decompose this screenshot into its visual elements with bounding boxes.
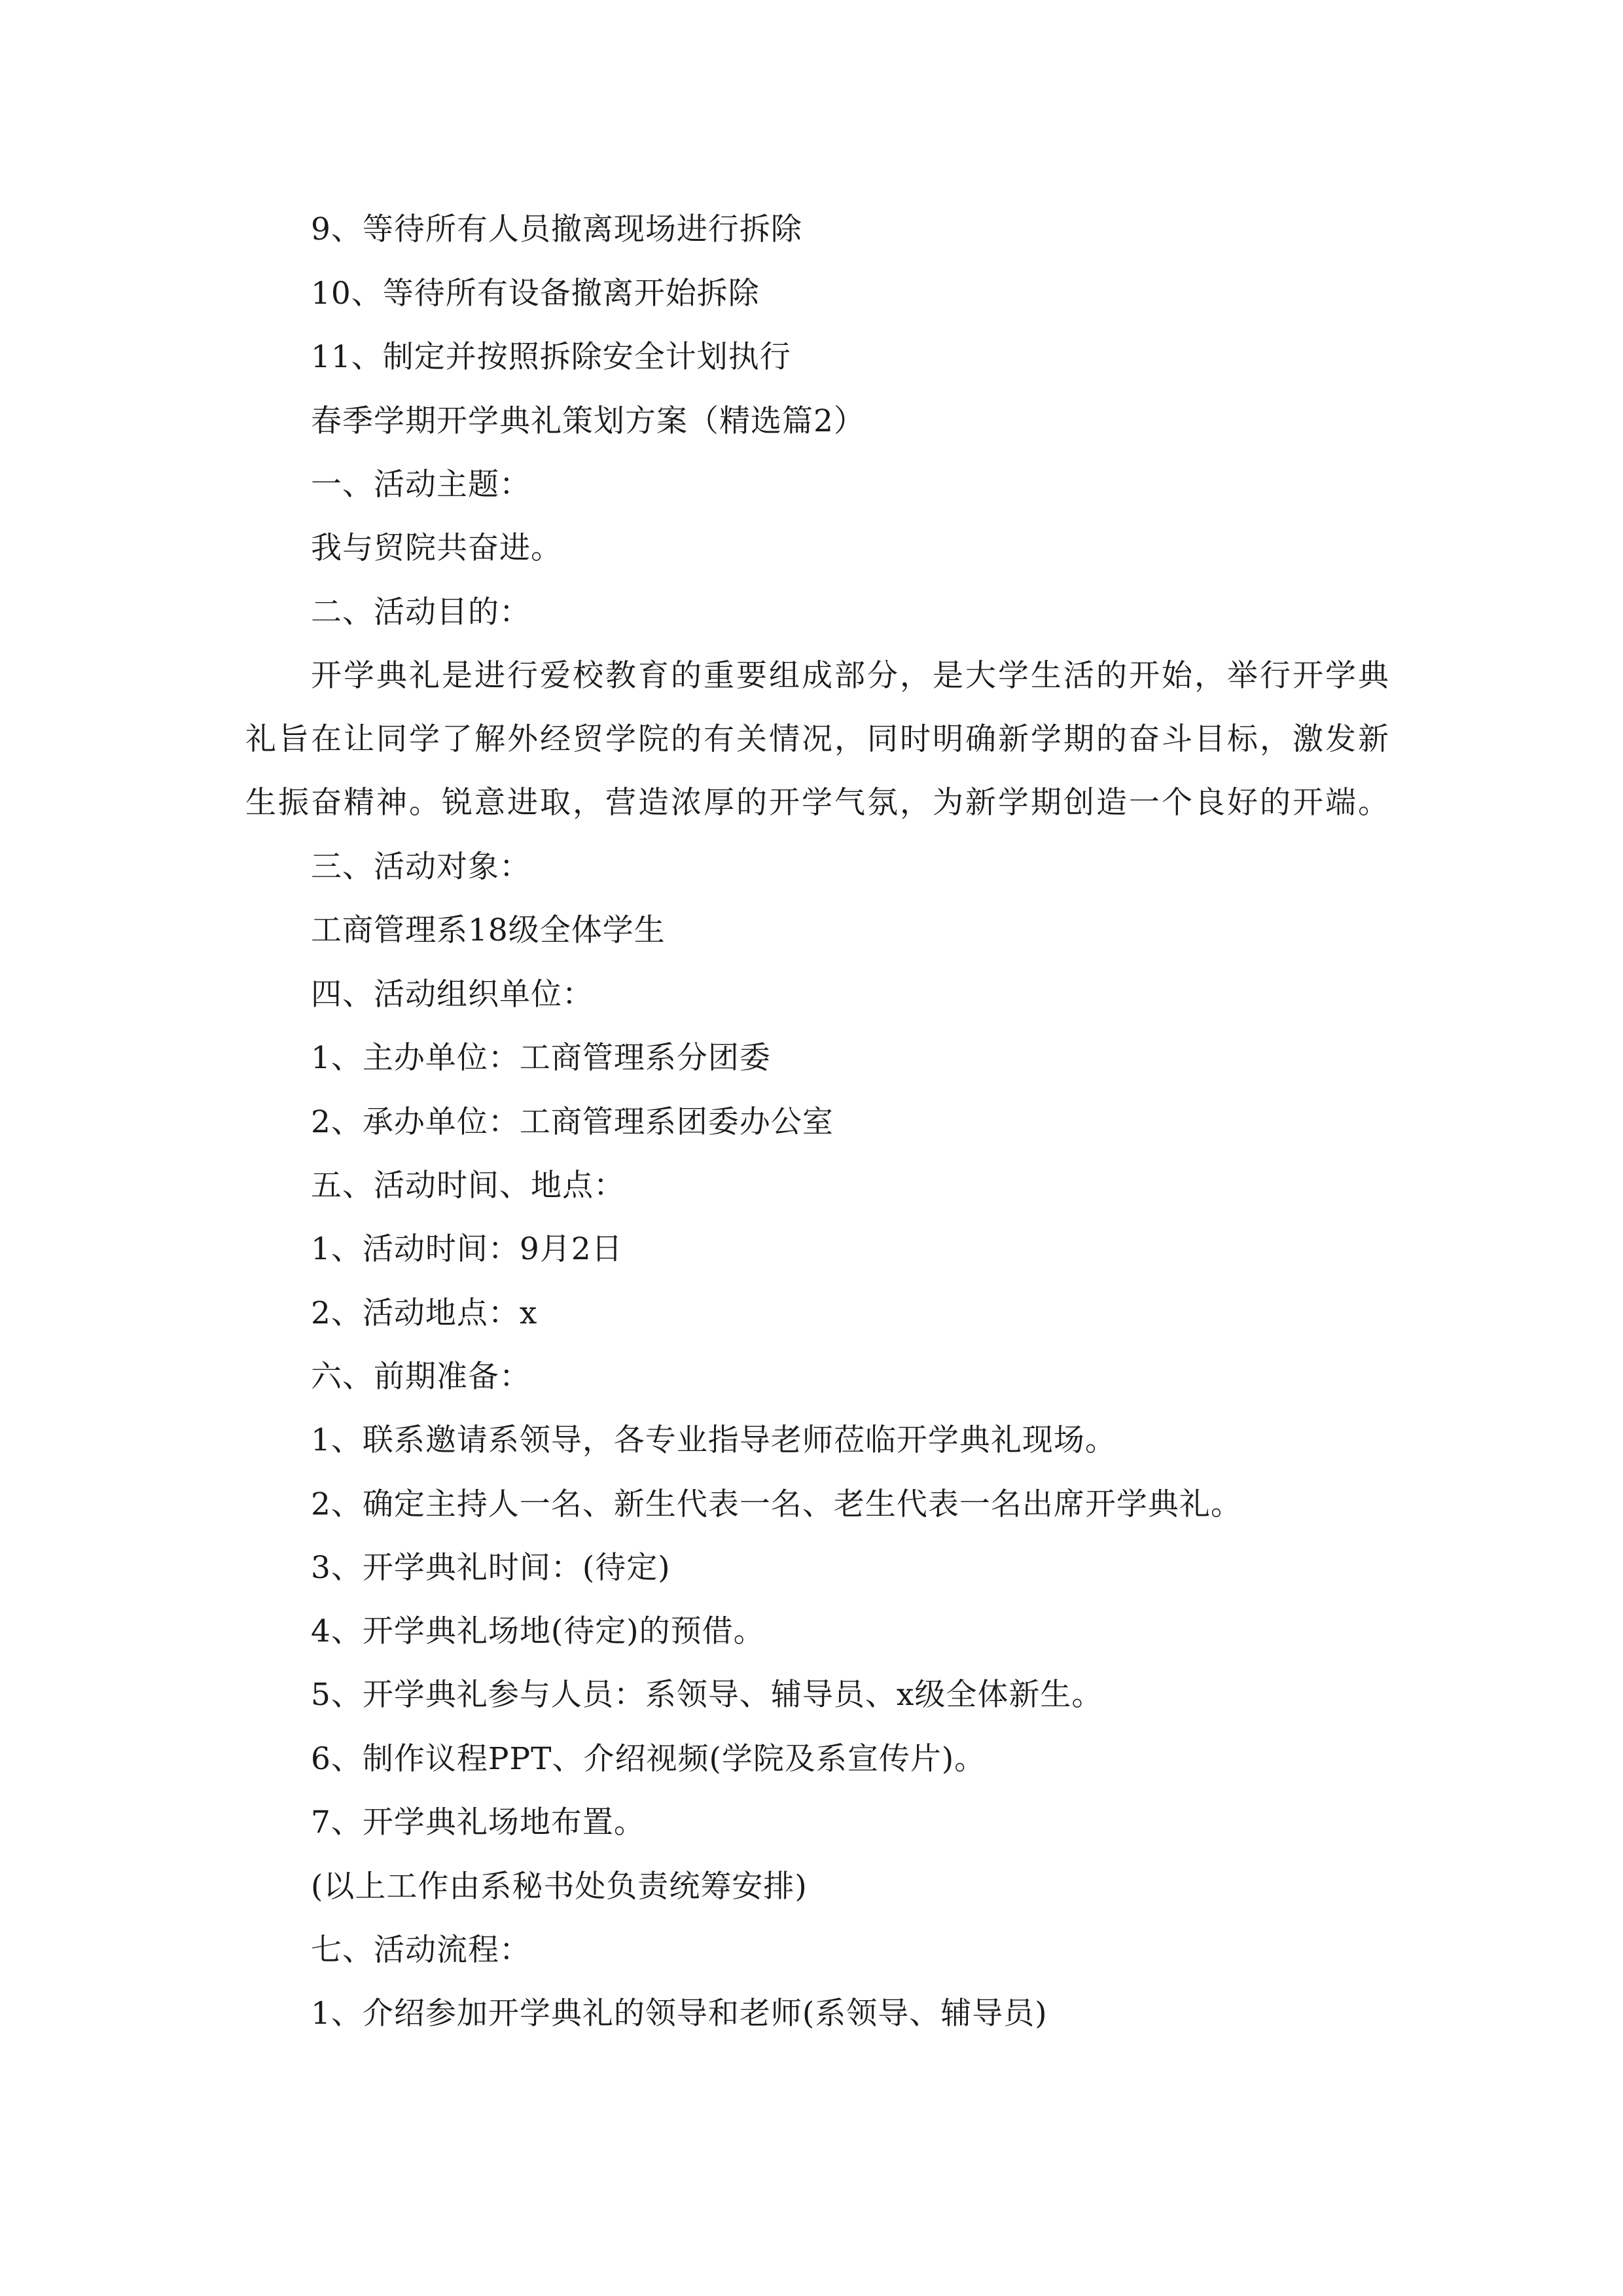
list-item: 5、开学典礼参与人员：系领导、辅导员、x级全体新生。 (311, 1677, 1103, 1713)
paragraph: 工商管理系18级全体学生 (311, 912, 666, 948)
list-item: 2、确定主持人一名、新生代表一名、老生代表一名出席开学典礼。 (311, 1486, 1242, 1522)
paragraph-line: 开学典礼是进行爱校教育的重要组成部分，是大学生活的开始，举行开学典 (311, 658, 1391, 694)
paragraph: (以上工作由系秘书处负责统筹安排) (311, 1869, 808, 1905)
list-item: 2、活动地点：x (311, 1295, 538, 1331)
list-item: 9、等待所有人员撤离现场进行拆除 (311, 211, 802, 247)
paragraph: 我与贸院共奋进。 (311, 530, 562, 566)
heading: 一、活动主题： (311, 467, 531, 503)
heading: 七、活动流程： (311, 1932, 531, 1968)
heading: 四、活动组织单位： (311, 977, 594, 1013)
heading: 五、活动时间、地点： (311, 1168, 625, 1204)
list-item: 3、开学典礼时间：(待定) (311, 1550, 671, 1586)
heading: 三、活动对象： (311, 849, 531, 885)
list-item: 11、制定并按照拆除安全计划执行 (311, 339, 791, 375)
list-item: 6、制作议程PPT、介绍视频(学院及系宣传片)。 (311, 1741, 986, 1777)
paragraph-line: 生振奋精神。锐意进取，营造浓厚的开学气氛，为新学期创造一个良好的开端。 (245, 785, 1391, 821)
list-item: 1、活动时间：9月2日 (311, 1231, 623, 1267)
list-item: 2、承办单位：工商管理系团委办公室 (311, 1104, 834, 1140)
list-item: 4、开学典礼场地(待定)的预借。 (311, 1613, 765, 1649)
list-item: 1、介绍参加开学典礼的领导和老师(系领导、辅导员) (311, 1996, 1048, 2032)
heading: 六、前期准备： (311, 1359, 531, 1395)
heading: 二、活动目的： (311, 594, 531, 630)
list-item: 10、等待所有设备撤离开始拆除 (311, 276, 760, 312)
list-item: 7、开学典礼场地布置。 (311, 1804, 645, 1840)
paragraph-line: 礼旨在让同学了解外经贸学院的有关情况，同时明确新学期的奋斗目标，激发新 (245, 721, 1391, 757)
list-item: 1、主办单位：工商管理系分团委 (311, 1040, 771, 1076)
section-title: 春季学期开学典礼策划方案（精选篇2） (311, 403, 865, 439)
list-item: 1、联系邀请系领导，各专业指导老师莅临开学典礼现场。 (311, 1422, 1116, 1458)
